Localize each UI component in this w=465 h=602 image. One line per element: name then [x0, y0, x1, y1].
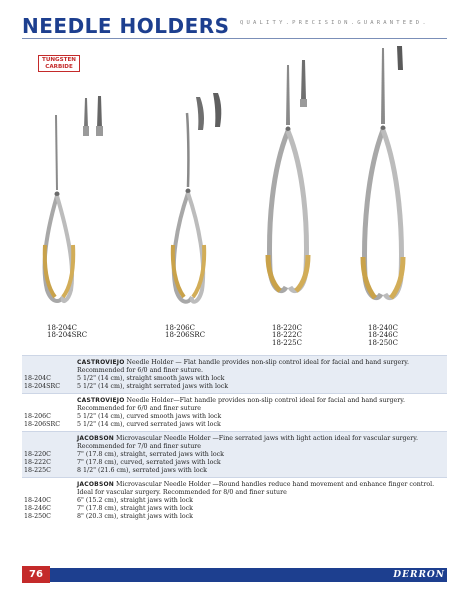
brand-logo: DERRON — [393, 570, 445, 580]
tungsten-carbide-badge — [38, 55, 80, 72]
product-section — [22, 477, 447, 521]
product-section — [22, 355, 447, 393]
badge-line-2: CARBIDE — [45, 63, 73, 70]
page-title: NEEDLE HOLDERS — [22, 14, 230, 38]
table-row: 18-206SRC 5 1/2" (14 cm), curved serrated jaws wit lock — [24, 421, 221, 429]
table-row: 18-225C 8 1/2" (21.6 cm), serrated jaws with lock — [24, 467, 207, 474]
section-description: CASTROVIEJO Needle Holder — Flat handle provides non-slip control ideal for facial and hand surgery. Recommended for 6/0 and finer suture. — [77, 359, 409, 375]
castroviejo-straight-image — [35, 90, 115, 315]
footer-bar — [22, 568, 447, 582]
table-row: 18-220C 7" (17.8 cm), straight, serrated jaws with lock — [24, 451, 224, 459]
instrument-label-2: 18-206C 18-206SRC — [165, 324, 206, 340]
instrument-label-4: 18-240C 18-246C 18-250C — [368, 324, 398, 347]
table-row: 18-204C 5 1/2" (14 cm), straight smooth jaws with lock — [24, 375, 225, 383]
section-description: JACOBSON Microvascular Needle Holder —Round handles reduce hand movement and enhance finger control. Ideal for vascular surgery. Recommended for 8/0 and finer suture — [77, 480, 435, 496]
table-row: 18-204SRC 5 1/2" (14 cm), straight serrated jaws with lock — [24, 383, 229, 391]
section-description: JACOBSON Microvascular Needle Holder —Fine serrated jaws with light action ideal for vascular surgery. Recommended for 7/0 and finer suture — [77, 435, 419, 451]
jaw-detail-icons — [397, 46, 403, 70]
section-description: CASTROVIEJO Needle Holder—Flat handle provides non-slip control ideal for facial and hand surgery. Recommended for 6/0 and finer suture — [77, 397, 405, 413]
instrument-label-3: 18-220C 18-222C 18-225C — [272, 324, 302, 347]
table-row: 18-240C 6" (15.2 cm), straight jaws with lock — [24, 497, 193, 505]
table-row: 18-246C 7" (17.8 cm), straight jaws with lock — [24, 505, 193, 512]
jaw-detail-icons — [83, 96, 103, 136]
product-section — [22, 393, 447, 431]
table-row: 18-206C 5 1/2" (14 cm), curved smooth jaws with lock — [24, 413, 222, 421]
jacobson-straight-image — [258, 55, 338, 315]
product-table — [22, 355, 447, 521]
jaw-detail-icons — [300, 60, 307, 107]
table-row: 18-222C 7" (17.8 cm), curved, serrated jaws with lock — [24, 459, 221, 467]
table-row: 18-250C 8" (20.3 cm), straight jaws with lock — [24, 512, 193, 520]
jaw-detail-icons — [196, 93, 221, 130]
tagline: QUALITY.PRECISION.GUARANTEED. — [240, 20, 429, 26]
page-number: 76 — [22, 566, 50, 583]
castroviejo-curved-image — [160, 85, 245, 315]
header-divider — [22, 38, 447, 39]
jacobson-round-image — [345, 42, 430, 317]
instrument-label-1: 18-204C 18-204SRC — [47, 324, 88, 340]
badge-line-1: TUNGSTEN — [42, 57, 76, 63]
product-section — [22, 431, 447, 477]
